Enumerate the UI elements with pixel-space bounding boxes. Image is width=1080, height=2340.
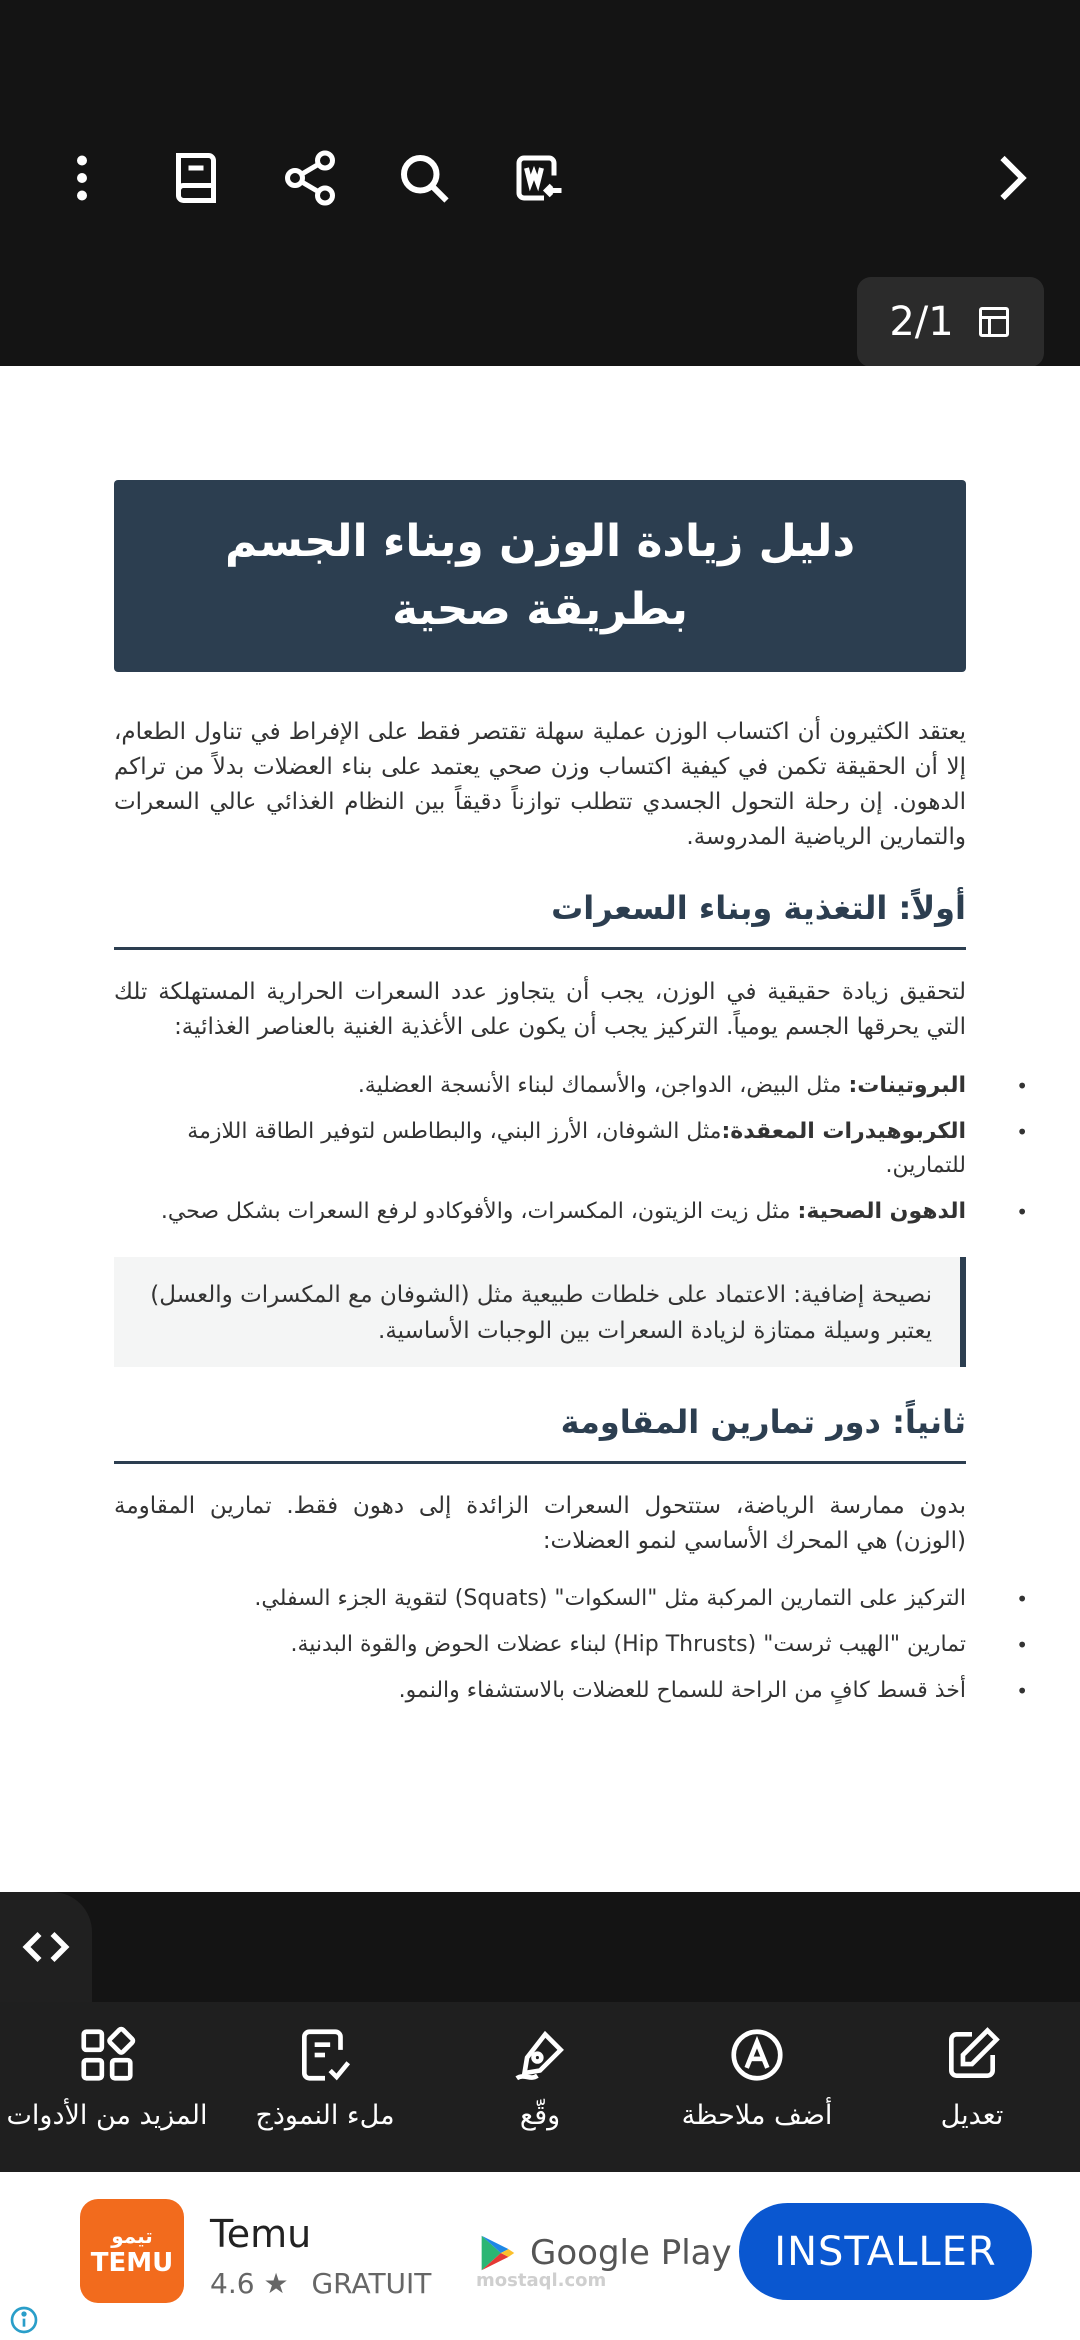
tool-label: ملء النموذج bbox=[255, 2100, 395, 2131]
watermark: mostaql.com bbox=[476, 2270, 607, 2291]
form-fill-icon bbox=[294, 2024, 356, 2086]
annotate-icon bbox=[726, 2024, 788, 2086]
layout-icon bbox=[976, 304, 1012, 340]
book-icon[interactable] bbox=[160, 142, 232, 214]
code-icon bbox=[20, 1921, 72, 1973]
tip-box: نصيحة إضافية: الاعتماد على خلطات طبيعية مثل (الشوفان مع المكسرات والعسل) يعتبر وسيلة ممتازة لزيادة السعرات بين الوجبات الأساسية. bbox=[114, 1257, 966, 1367]
title-line-2: بطريقة صحية bbox=[392, 584, 688, 635]
code-toggle-button[interactable] bbox=[0, 1892, 92, 2002]
document-title bbox=[114, 480, 966, 672]
intro-paragraph: يعتقد الكثيرون أن اكتساب الوزن عملية سهلة تقتصر فقط على الإفراط في تناول الطعام، إلا أن الحقيقة تكمن في كيفية اكتساب وزن صحي يعتمد على بناء العضلات بدلاً من تراكم الدهون. إن رحلة التحول الجسدي تتطلب توازناً دقيقاً بين النظام الغذائي عالي السعرات والتمارين الرياضية المدروسة. bbox=[114, 719, 966, 850]
section2-paragraph: بدون ممارسة الرياضة، ستتحول السعرات الزائدة إلى دهون فقط. تمارين المقاومة (الوزن) هي المحرك الأساسي لنمو العضلات: bbox=[114, 1493, 966, 1554]
ad-rating-row bbox=[210, 2267, 431, 2300]
grid-icon bbox=[76, 2024, 138, 2086]
search-icon[interactable] bbox=[388, 142, 460, 214]
chevron-right-icon[interactable] bbox=[974, 142, 1046, 214]
word-convert-icon[interactable] bbox=[503, 142, 575, 214]
fill-form-button[interactable] bbox=[250, 2024, 400, 2154]
section1-paragraph: لتحقيق زيادة حقيقية في الوزن، يجب أن يتجاوز عدد السعرات الحرارية المستهلكة تلك التي يحرقها الجسم يومياً. التركيز يجب أن يكون على الأغذية الغنية بالعناصر الغذائية: bbox=[114, 979, 966, 1040]
install-button[interactable]: INSTALLER bbox=[739, 2203, 1032, 2300]
list-item: • تمارين "الهيب ثرست" (Hip Thrusts) لبناء عضلات الحوض والقوة البدنية. bbox=[114, 1628, 966, 1662]
temu-logo[interactable] bbox=[80, 2199, 184, 2303]
ad-info-icon[interactable] bbox=[8, 2304, 40, 2336]
more-vert-icon[interactable] bbox=[46, 142, 118, 214]
document-page[interactable] bbox=[0, 366, 1080, 1892]
sign-pen-icon bbox=[509, 2024, 571, 2086]
edit-button[interactable] bbox=[912, 2024, 1032, 2154]
list-item: • الكربوهيدرات المعقدة:مثل الشوفان، الأرز البني، والبطاطس لتوفير الطاقة اللازمة للتمارين. bbox=[114, 1115, 966, 1183]
page-indicator[interactable] bbox=[857, 277, 1044, 367]
top-toolbar bbox=[0, 0, 1080, 366]
sign-button[interactable] bbox=[490, 2024, 590, 2154]
tool-label: المزيد من الأدوات bbox=[6, 2100, 208, 2131]
section1-list bbox=[114, 1069, 1022, 1229]
section2-list bbox=[114, 1582, 1022, 1708]
more-tools-button[interactable] bbox=[2, 2024, 212, 2154]
list-item: • التركيز على التمارين المركبة مثل "السكوات" (Squats) لتقوية الجزء السفلي. bbox=[114, 1582, 966, 1616]
title-line-1: دليل زيادة الوزن وبناء الجسم bbox=[224, 516, 856, 567]
store-label: Google Play bbox=[530, 2233, 732, 2273]
logo-subtext: تيمو bbox=[111, 2224, 153, 2248]
section1-heading: أولاً: التغذية وبناء السعرات bbox=[114, 889, 966, 950]
list-item: • أخذ قسط كافٍ من الراحة للسماح للعضلات بالاستشفاء والنمو. bbox=[114, 1674, 966, 1708]
edit-icon bbox=[941, 2024, 1003, 2086]
list-item: • البروتينات: مثل البيض، الدواجن، والأسماك لبناء الأنسجة العضلية. bbox=[114, 1069, 966, 1103]
add-note-button[interactable] bbox=[672, 2024, 842, 2154]
rating-value: 4.6 bbox=[210, 2267, 255, 2300]
logo-text: TEMU bbox=[90, 2248, 174, 2278]
section2-heading: ثانياً: دور تمارين المقاومة bbox=[114, 1403, 966, 1464]
list-item: • الدهون الصحية: مثل زيت الزيتون، المكسرات، والأفوكادو لرفع السعرات بشكل صحي. bbox=[114, 1195, 966, 1229]
share-icon[interactable] bbox=[274, 142, 346, 214]
code-bar bbox=[0, 1892, 1080, 2002]
ad-banner[interactable] bbox=[0, 2172, 1080, 2340]
tool-label: تعديل bbox=[940, 2100, 1004, 2131]
ad-app-name: Temu bbox=[210, 2212, 312, 2256]
tool-label: أضف ملاحظة bbox=[681, 2100, 833, 2131]
bottom-toolbar bbox=[0, 2002, 1080, 2172]
page-number: 2/1 bbox=[889, 299, 954, 345]
star-icon: ★ bbox=[263, 2267, 289, 2300]
tool-label: وقّع bbox=[519, 2100, 561, 2131]
price-label: GRATUIT bbox=[311, 2267, 432, 2300]
